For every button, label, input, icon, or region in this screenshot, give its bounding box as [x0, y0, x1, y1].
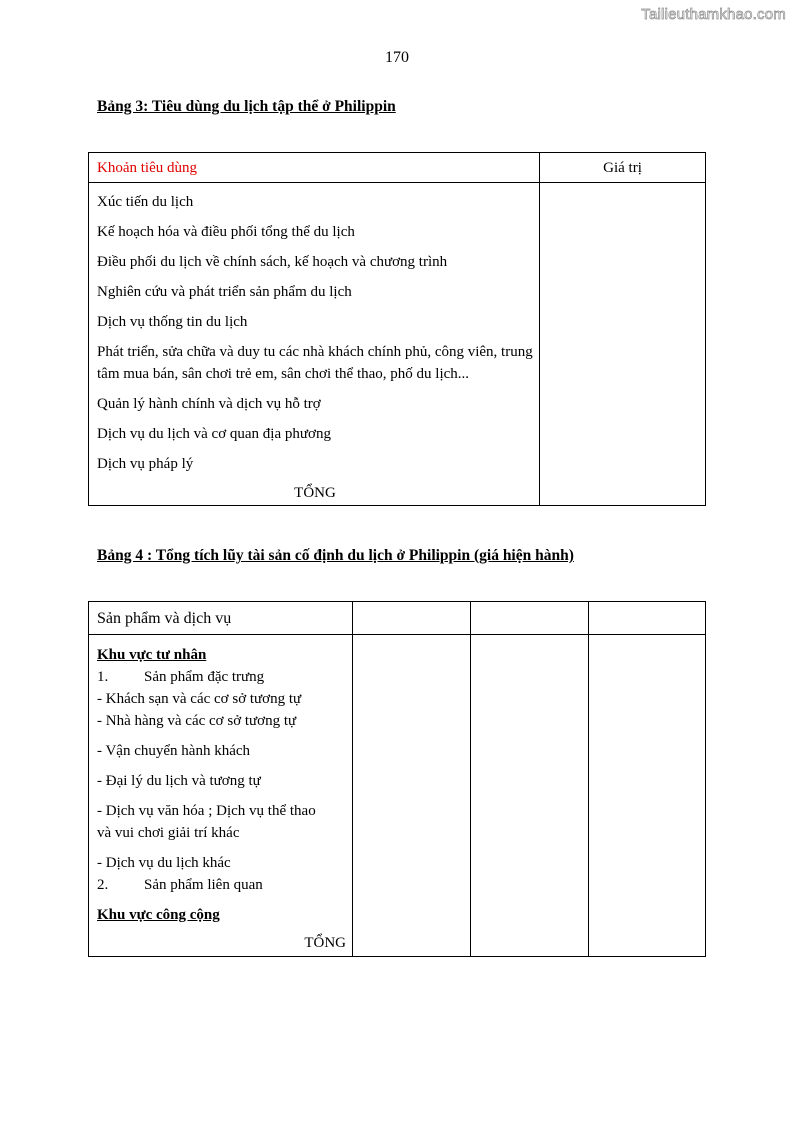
item-number: 1. — [97, 669, 109, 685]
item-label: Sản phẩm đặc trưng — [144, 669, 265, 685]
table4-subitem: - Dịch vụ văn hóa ; Dịch vụ thể thao — [97, 803, 316, 819]
table3-body-row — [89, 183, 706, 506]
table4 — [88, 601, 706, 957]
table4-total: TỔNG — [304, 935, 346, 951]
table4-subitem: - Khách sạn và các cơ sở tương tự — [97, 691, 302, 707]
table3-item: Dịch vụ thống tin du lịch — [97, 314, 248, 330]
table3-items-cell — [89, 183, 540, 506]
table4-subitem: - Đại lý du lịch và tương tự — [97, 773, 261, 789]
private-sector-heading: Khu vực tư nhân — [97, 647, 207, 663]
table4-header-col3 — [471, 602, 589, 635]
table3-header-row — [89, 153, 706, 183]
table4-body-row — [89, 635, 706, 957]
table4-subitem: - Vận chuyển hành khách — [97, 743, 251, 759]
table4-col4-cell — [589, 635, 706, 957]
table4-subitem-cont: và vui chơi giải trí khác — [97, 825, 240, 841]
table3-item: Nghiên cứu và phát triển sản phẩm du lịch — [97, 284, 352, 300]
table4-header-row — [89, 602, 706, 635]
table3-item: Dịch vụ pháp lý — [97, 456, 194, 472]
page-number: 170 — [385, 49, 409, 66]
table4-header-col4 — [589, 602, 706, 635]
table3-item: Phát triển, sửa chữa và duy tu các nhà khách chính phủ, công viên, trung tâm mua bán, sân chơi trẻ em, sân chơi thể thao, phố du lịch... — [97, 344, 533, 382]
table3-header-consumption: Khoản tiêu dùng — [89, 153, 540, 183]
table3-total: TỔNG — [294, 485, 336, 501]
table4-header-col2 — [353, 602, 471, 635]
item-label: Sản phẩm liên quan — [144, 877, 263, 893]
table4-item — [97, 874, 346, 896]
table3-item: Điều phối du lịch về chính sách, kế hoạch và chương trình — [97, 254, 448, 270]
table4-item — [97, 666, 346, 688]
public-sector-heading: Khu vực công cộng — [97, 907, 220, 923]
table4-subitem: - Nhà hàng và các cơ sở tương tự — [97, 713, 297, 729]
watermark: Tailieuthamkhao.com — [641, 6, 786, 23]
table3-value-cell — [540, 183, 706, 506]
table4-subitem: - Dịch vụ du lịch khác — [97, 855, 231, 871]
item-number: 2. — [97, 877, 109, 893]
table3-item: Xúc tiến du lịch — [97, 194, 194, 210]
table3-header-value: Giá trị — [540, 153, 706, 183]
table3 — [88, 152, 706, 506]
table4-title: Bảng 4 : Tổng tích lũy tài sản cố định du lịch ở Philippin (giá hiện hành) — [97, 547, 574, 564]
table4-header-products: Sản phẩm và dịch vụ — [89, 602, 353, 635]
table3-item: Quản lý hành chính và dịch vụ hỗ trợ — [97, 396, 321, 412]
table4-col3-cell — [471, 635, 589, 957]
table3-title: Bảng 3: Tiêu dùng du lịch tập thể ở Philippin — [97, 98, 396, 115]
table3-item: Dịch vụ du lịch và cơ quan địa phương — [97, 426, 331, 442]
table4-items-cell — [89, 635, 353, 957]
table4-col2-cell — [353, 635, 471, 957]
table3-item: Kế hoạch hóa và điều phối tổng thể du lịch — [97, 224, 355, 240]
